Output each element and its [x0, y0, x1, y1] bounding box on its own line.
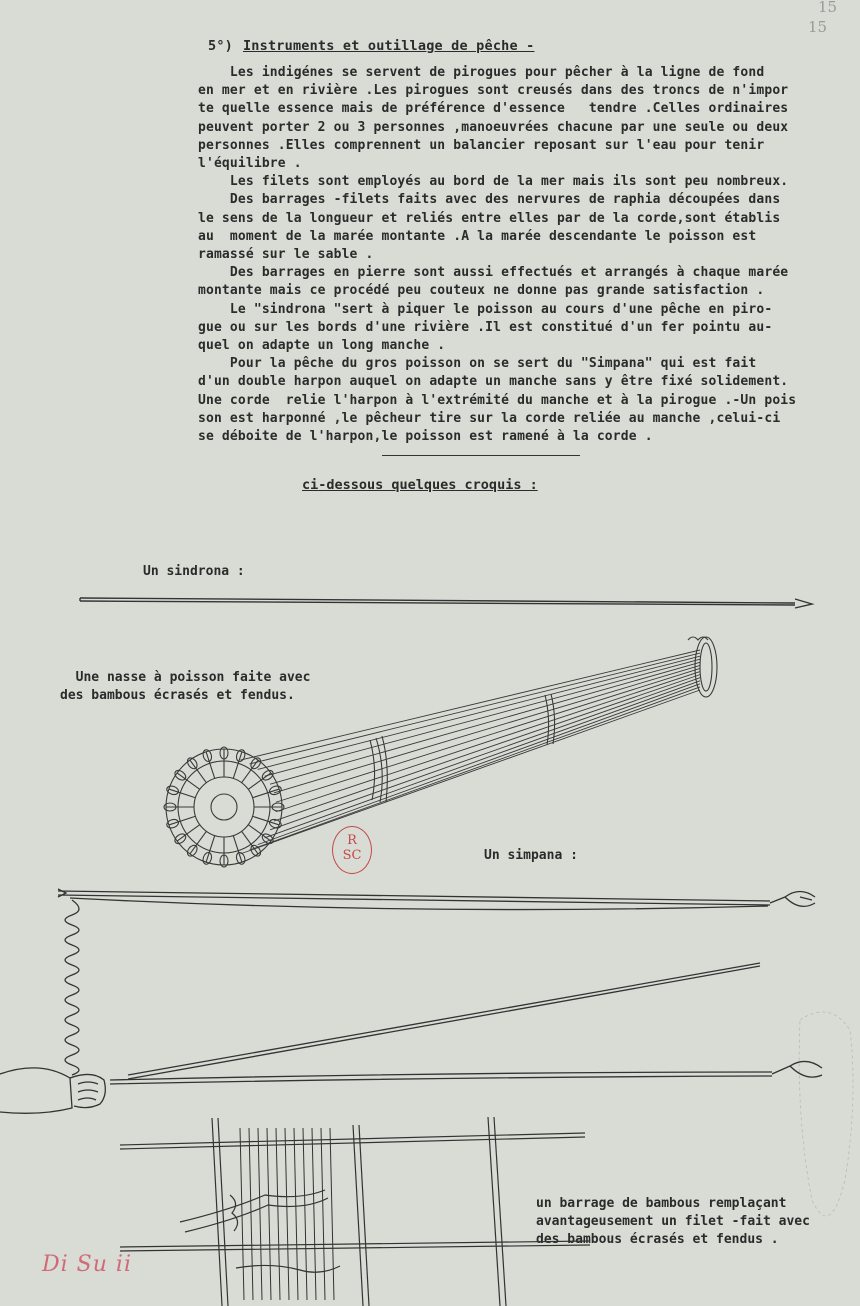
red-pencil-annotation: Di Su ii: [42, 1252, 132, 1277]
stamp-line-1: R: [347, 833, 357, 848]
body-line: en mer et en rivière .Les pirogues sont creusés dans des troncs de n'impor: [198, 83, 789, 99]
stamp-line-2: SC: [342, 848, 362, 863]
body-line: Des barrages -filets faits avec des nervures de raphia découpées dans: [198, 192, 781, 208]
section-title: Instruments et outillage de pêche -: [242, 38, 535, 54]
body-line: Des barrages en pierre sont aussi effectués et arrangés à chaque marée: [198, 265, 789, 281]
body-line: personnes .Elles comprennent un balancier reposant sur l'eau pour tenir: [198, 137, 765, 153]
page-number-top: 15: [818, 0, 838, 16]
library-stamp: [332, 826, 372, 874]
bamboo-barrage-sketch: [120, 1117, 590, 1306]
body-line: Pour la pêche du gros poisson on se sert du "Simpana" qui est fait: [198, 356, 757, 372]
simpana-label: Un simpana :: [484, 848, 578, 863]
body-line: Les filets sont employés au bord de la mer mais ils sont peu nombreux.: [198, 174, 789, 190]
body-line: Une corde relie l'harpon à l'extrémité du manche et à la pirogue .-Un pois: [198, 392, 797, 408]
body-line: te quelle essence mais de préférence d'essence tendre .Celles ordinaires: [198, 101, 789, 117]
body-line: au moment de la marée montante .A la marée descendante le poisson est: [198, 228, 757, 244]
body-line: Les indigénes se servent de pirogues pour pêcher à la ligne de fond: [198, 65, 765, 80]
sindrona-spear-sketch: [80, 598, 812, 608]
simpana-harpoon-sketch: [0, 889, 853, 1216]
body-line: son est harponné ,le pêcheur tire sur la corde reliée au manche ,celui-ci: [198, 410, 781, 426]
body-line: se déboite de l'harpon,le poisson est ramené à la corde .: [198, 429, 653, 445]
page-number-second: 15: [808, 18, 828, 36]
barrage-label: un barrage de bambous remplaçant avantageusement un filet -fait avec des bambous écrasés et fendus .: [536, 1196, 810, 1247]
body-line: le sens de la longueur et reliés entre elles par de la corde,sont établis: [198, 210, 781, 226]
nasse-label: Une nasse à poisson faite avec des bambous écrasés et fendus.: [60, 670, 311, 703]
body-line: quel on adapte un long manche .: [198, 338, 446, 354]
section-number: 5°): [208, 38, 233, 54]
body-line: gue ou sur les bords d'une rivière .Il est constitué d'un fer pointu au-: [198, 319, 773, 335]
body-line: Le "sindrona "sert à piquer le poisson au cours d'une pêche en piro-: [198, 301, 773, 317]
body-line: peuvent porter 2 ou 3 personnes ,manoeuvrées chacune par une seule ou deux: [198, 119, 789, 135]
sindrona-label: Un sindrona :: [143, 564, 245, 579]
sketches-subheading: ci-dessous quelques croquis :: [302, 477, 538, 493]
body-line: l'équilibre .: [198, 156, 302, 172]
fish-trap-sketch: [164, 637, 717, 867]
body-line: montante mais ce procédé peu couteux ne donne pas grande satisfaction .: [198, 283, 765, 299]
body-line: d'un double harpon auquel on adapte un manche sans y être fixé solidement.: [198, 374, 789, 390]
body-line: ramassé sur le sable .: [198, 247, 374, 263]
